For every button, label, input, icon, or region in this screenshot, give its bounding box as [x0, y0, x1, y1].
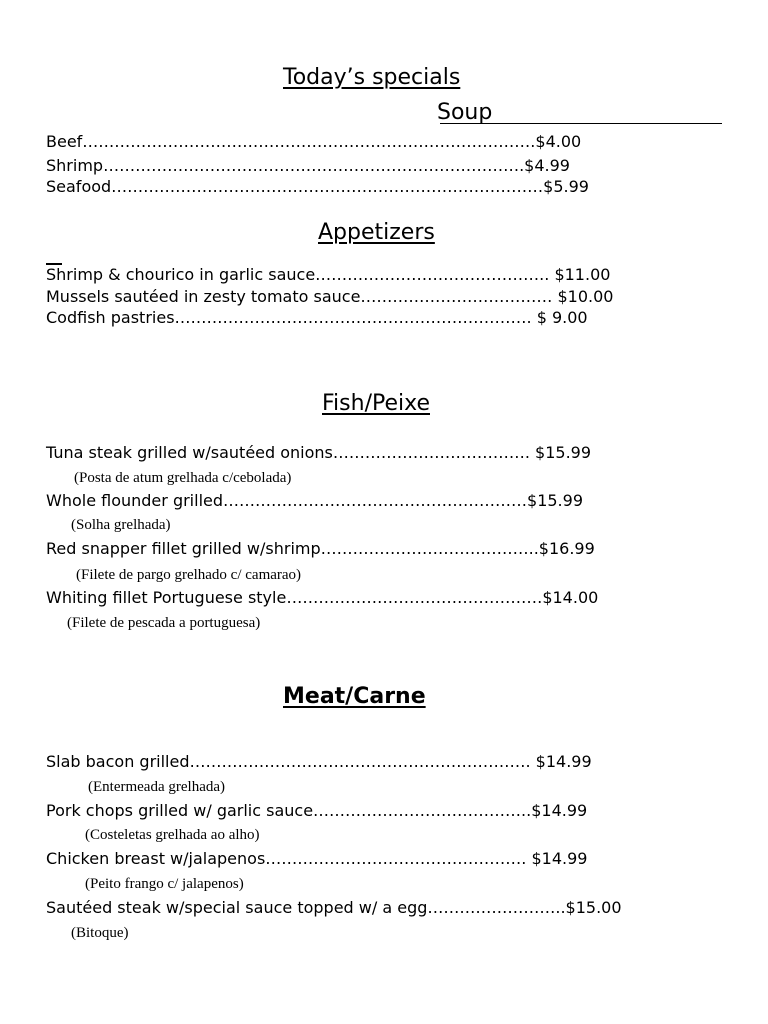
appetizer-item-codfish-pastries: Codfish pastries…………………………………………………………. $ 9.00 — [46, 308, 588, 327]
fish-heading: Fish/Peixe — [322, 391, 430, 416]
appetizers-heading: Appetizers — [318, 220, 435, 245]
fish-item-whiting: Whiting fillet Portuguese style…………………………………………$14.00 — [46, 588, 599, 607]
appetizer-item-mussels: Mussels sautéed in zesty tomato sauce……………………………… $10.00 — [46, 287, 614, 306]
meat-item-sauteed-steak-translation: (Bitoque) — [71, 925, 129, 941]
fish-item-tuna: Tuna steak grilled w/sautéed onions………………………………. $15.99 — [46, 443, 592, 462]
soup-item-seafood: Seafood………………………………………………………………………$5.99 — [46, 177, 589, 196]
meat-item-chicken-breast-translation: (Peito frango c/ jalapenos) — [85, 876, 244, 892]
meat-heading: Meat/Carne — [283, 684, 426, 709]
fish-item-red-snapper: Red snapper fillet grilled w/shrimp…………………………………..$16.99 — [46, 539, 595, 558]
fish-item-red-snapper-translation: (Filete de pargo grelhado c/ camarao) — [76, 567, 302, 583]
soup-item-beef: Beef………………………………………………………………………….$4.00 — [46, 132, 582, 151]
appetizer-item-shrimp-chourico: Shrimp & chourico in garlic sauce…………………………………….. $11.00 — [46, 265, 611, 284]
meat-item-slab-bacon: Slab bacon grilled………………………………………………………. $14.99 — [46, 752, 592, 771]
fish-item-tuna-translation: (Posta de atum grelhada c/cebolada) — [74, 470, 292, 486]
fish-item-whiting-translation: (Filete de pescada a portuguesa) — [67, 615, 261, 631]
page-title: Today’s specials — [283, 65, 461, 90]
soup-heading-rule — [440, 123, 722, 124]
meat-item-pork-chops: Pork chops grilled w/ garlic sauce…………………………………..$14.99 — [46, 801, 588, 820]
meat-item-pork-chops-translation: (Costeletas grelhada ao alho) — [85, 827, 260, 843]
meat-item-sauteed-steak: Sautéed steak w/special sauce topped w/ a egg……………………..$15.00 — [46, 898, 622, 917]
meat-item-chicken-breast: Chicken breast w/jalapenos…………………………………………. $14.99 — [46, 849, 588, 868]
meat-item-slab-bacon-translation: (Entermeada grelhada) — [88, 779, 225, 795]
fish-item-flounder-translation: (Solha grelhada) — [71, 517, 171, 533]
fish-item-flounder: Whole flounder grilled…………………………………………………$15.99 — [46, 491, 583, 510]
soup-heading: Soup — [437, 100, 493, 125]
soup-item-shrimp: Shrimp…………………………………………………………………….$4.99 — [46, 156, 570, 175]
